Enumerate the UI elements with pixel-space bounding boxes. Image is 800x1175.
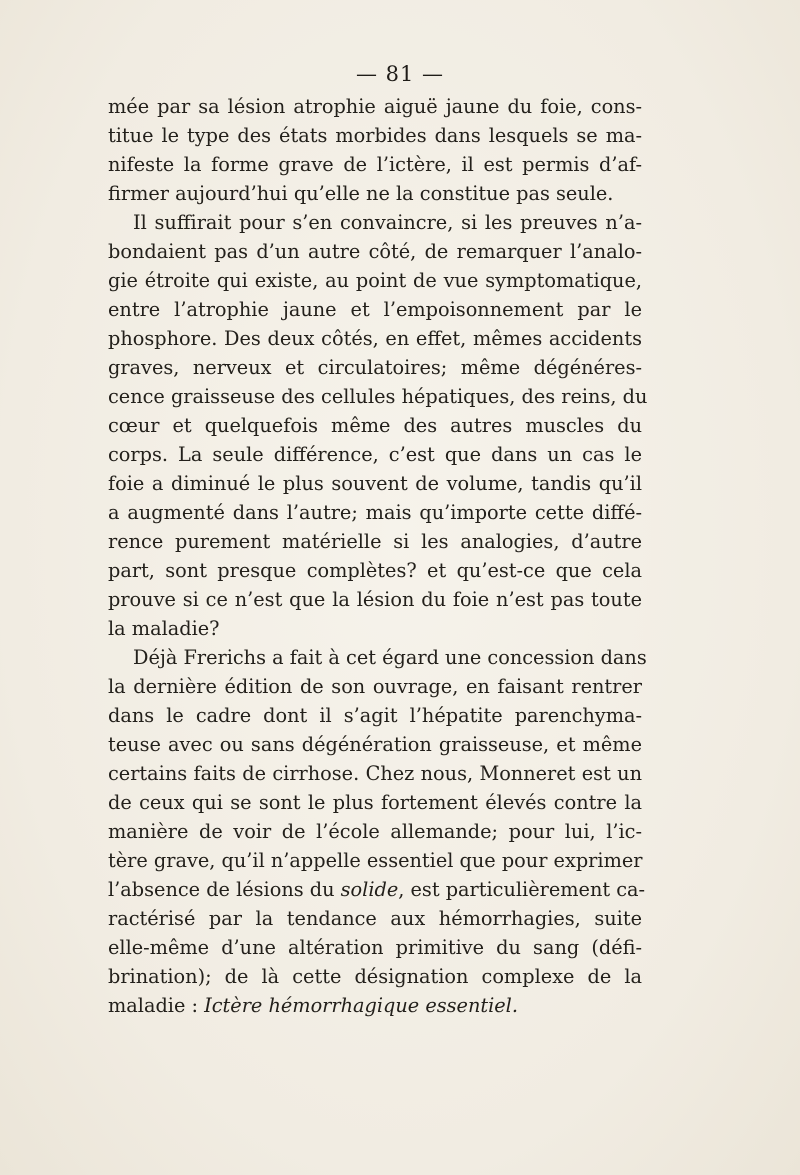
text-line: corps. La seule différence, c’est que dans un cas le [108,443,642,466]
text-line: manière de voir de l’école allemande; pour lui, l’ic- [108,820,642,843]
italic-word-solide: solide [340,878,399,901]
text-line: elle-même d’une altération primitive du sang (défi- [108,936,642,959]
text-line: certains faits de cirrhose. Chez nous, Monneret est un [108,762,642,785]
text-line: cœur et quelquefois même des autres muscles du [108,414,642,437]
text-line: gie étroite qui existe, au point de vue symptomatique, [108,269,642,292]
paragraph-start: Il suffirait pour s’en convaincre, si les preuves n’a- [133,211,642,234]
text-line: a augmenté dans l’autre; mais qu’importe cette diffé- [108,501,642,524]
text-fragment: l’absence de lésions du [108,878,341,901]
text-line: graves, nerveux et circulatoires; même dégénéres- [108,356,642,379]
text-line: foie a diminué le plus souvent de volume, tandis qu’il [108,472,642,495]
paragraph-start: Déjà Frerichs a fait à cet égard une concession dans [133,646,647,669]
text-line: tère grave, qu’il n’appelle essentiel que pour exprimer [108,849,643,872]
text-line: mée par sa lésion atrophie aiguë jaune du foie, cons- [108,95,642,118]
text-fragment: maladie : [108,994,205,1017]
text-line: la dernière édition de son ouvrage, en faisant rentrer [108,675,642,698]
text-line: de ceux qui se sont le plus fortement élevés contre la [108,791,642,814]
text-line: part, sont presque complètes? et qu’est-ce que cela [108,559,642,582]
text-line: ractérisé par la tendance aux hémorrhagies, suite [108,907,642,930]
text-line: dans le cadre dont il s’agit l’hépatite parenchyma- [108,704,642,727]
text-line: titue le type des états morbides dans lesquels se ma- [108,124,642,147]
text-line: firmer aujourd’hui qu’elle ne la constitue pas seule. [108,182,614,205]
text-line: cence graisseuse des cellules hépatiques, des reins, du [108,385,648,408]
text-line: la maladie? [108,617,220,640]
text-line: brination); de là cette désignation complexe de la [108,965,642,988]
text-line-with-italic [108,875,646,904]
text-line: nifeste la forme grave de l’ictère, il est permis d’af- [108,153,642,176]
italic-term: Ictère hémorrhagique essentiel. [204,994,518,1017]
text-fragment: , est particulièrement ca- [398,878,646,901]
text-line: entre l’atrophie jaune et l’empoisonnement par le [108,298,642,321]
text-line: teuse avec ou sans dégénération graisseuse, et même [108,733,642,756]
text-line: phosphore. Des deux côtés, en effet, mêmes accidents [108,327,642,350]
text-line-with-italic [108,991,642,1020]
text-line: rence purement matérielle si les analogies, d’autre [108,530,642,553]
body-text [108,92,648,1020]
page-number: — 81 — [355,62,445,86]
text-line: bondaient pas d’un autre côté, de remarquer l’analo- [108,240,642,263]
text-line: prouve si ce n’est que la lésion du foie n’est pas toute [108,588,642,611]
